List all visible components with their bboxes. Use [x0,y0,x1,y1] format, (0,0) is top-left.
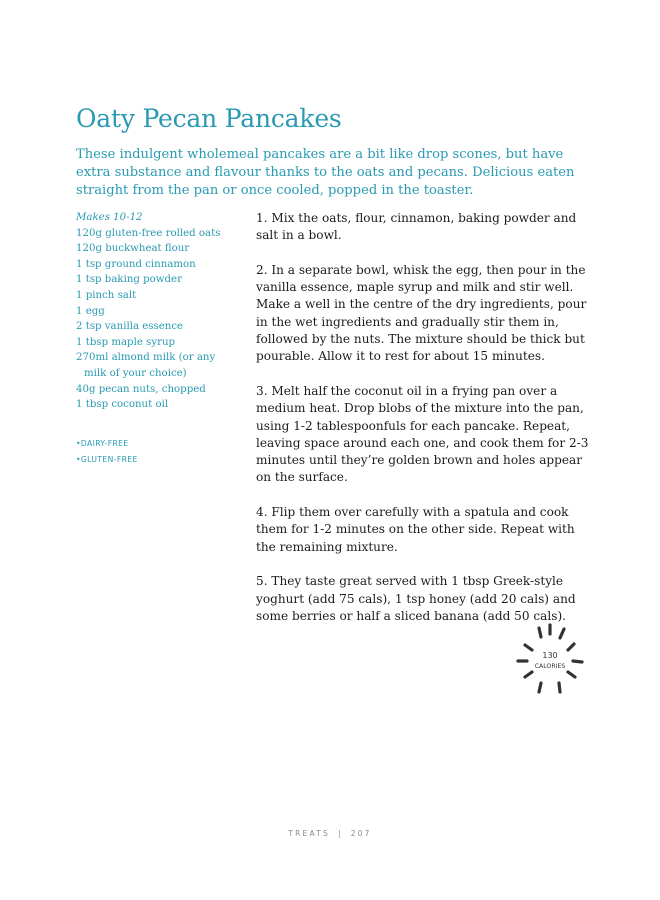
method-step-5 [256,573,596,625]
step-line: the remaining mixture. [256,539,398,554]
method-step-2 [256,262,596,366]
step-line: followed by the nuts. The mixture should be thick but [256,332,585,347]
step-line: in the wet ingredients and gradually stir them in, [256,314,559,329]
ingredient-item: 270ml almond milk (or any [76,352,216,364]
ingredients-list [76,210,246,413]
yield-label: Makes 10-12 [76,212,143,223]
ingredient-item: 40g pecan nuts, chopped [76,383,206,395]
ingredient-item: 120g gluten-free rolled oats [76,227,221,239]
page-footer [0,829,660,838]
step-line: 1. Mix the oats, flour, cinnamon, baking powder and [256,211,577,225]
calorie-badge [510,620,590,700]
footer-section: TREATS [288,829,330,838]
method-step-1 [256,210,596,245]
intro-line: extra substance and flavour thanks to the oats and pecans. Delicious eaten [76,165,575,180]
ingredient-item: 2 tsp vanilla essence [76,321,184,333]
method-step-4 [256,504,596,556]
step-line: yoghurt (add 75 cals), 1 tsp honey (add 20 cals) and [256,591,576,606]
page-number: 207 [350,829,372,838]
step-line: salt in a bowl. [256,228,342,243]
intro-line: straight from the pan or once cooled, popped in the toaster. [76,183,474,198]
ingredient-item: 1 egg [76,305,105,317]
step-line: medium heat. Drop blobs of the mixture into the pan, [256,401,584,416]
footer-separator: | [337,829,343,838]
step-line: 3. Melt half the coconut oil in a frying pan over a [256,383,558,398]
intro-line: These indulgent wholemeal pancakes are a bit like drop scones, but have [76,147,564,162]
recipe-intro [76,146,576,200]
step-line: vanilla essence, maple syrup and milk and stir well. [256,280,574,295]
calorie-number: 130 [542,651,558,660]
ingredient-item-continuation: milk of your choice) [84,367,187,379]
step-line: 5. They taste great served with 1 tbsp Greek-style [256,574,564,589]
step-line: minutes until they’re golden brown and holes appear [256,453,583,468]
step-line: them for 1-2 minutes on the other side. Repeat with [256,522,575,537]
ingredient-item: 1 tbsp maple syrup [76,336,176,348]
dietary-tags [76,436,138,468]
ingredient-item: 1 tsp baking powder [76,274,182,286]
step-line: leaving space around each one, and cook them for 2-3 [256,435,589,450]
method-steps [256,210,596,642]
dietary-tag-gluten-free: •GLUTEN-FREE [76,454,138,464]
recipe-title: Oaty Pecan Pancakes [76,104,342,133]
step-line: on the surface. [256,470,348,485]
method-step-3 [256,383,596,487]
step-line: some berries or half a sliced banana (add 50 cals). [256,608,567,623]
step-line: 4. Flip them over carefully with a spatula and cook [256,505,569,520]
step-line: using 1-2 tablespoonfuls for each pancake. Repeat, [256,418,571,433]
ingredient-item: 1 pinch salt [76,289,137,301]
step-line: Make a well in the centre of the dry ingredients, pour [256,297,587,312]
step-line: pourable. Allow it to rest for about 15 minutes. [256,349,545,364]
dietary-tag-dairy-free: •DAIRY-FREE [76,439,129,448]
calorie-label: CALORIES [534,663,566,670]
ingredient-item: 1 tbsp coconut oil [76,399,169,411]
step-line: 2. In a separate bowl, whisk the egg, then pour in the [256,262,586,277]
ingredient-item: 120g buckwheat flour [76,243,190,255]
ingredient-item: 1 tsp ground cinnamon [76,258,196,270]
